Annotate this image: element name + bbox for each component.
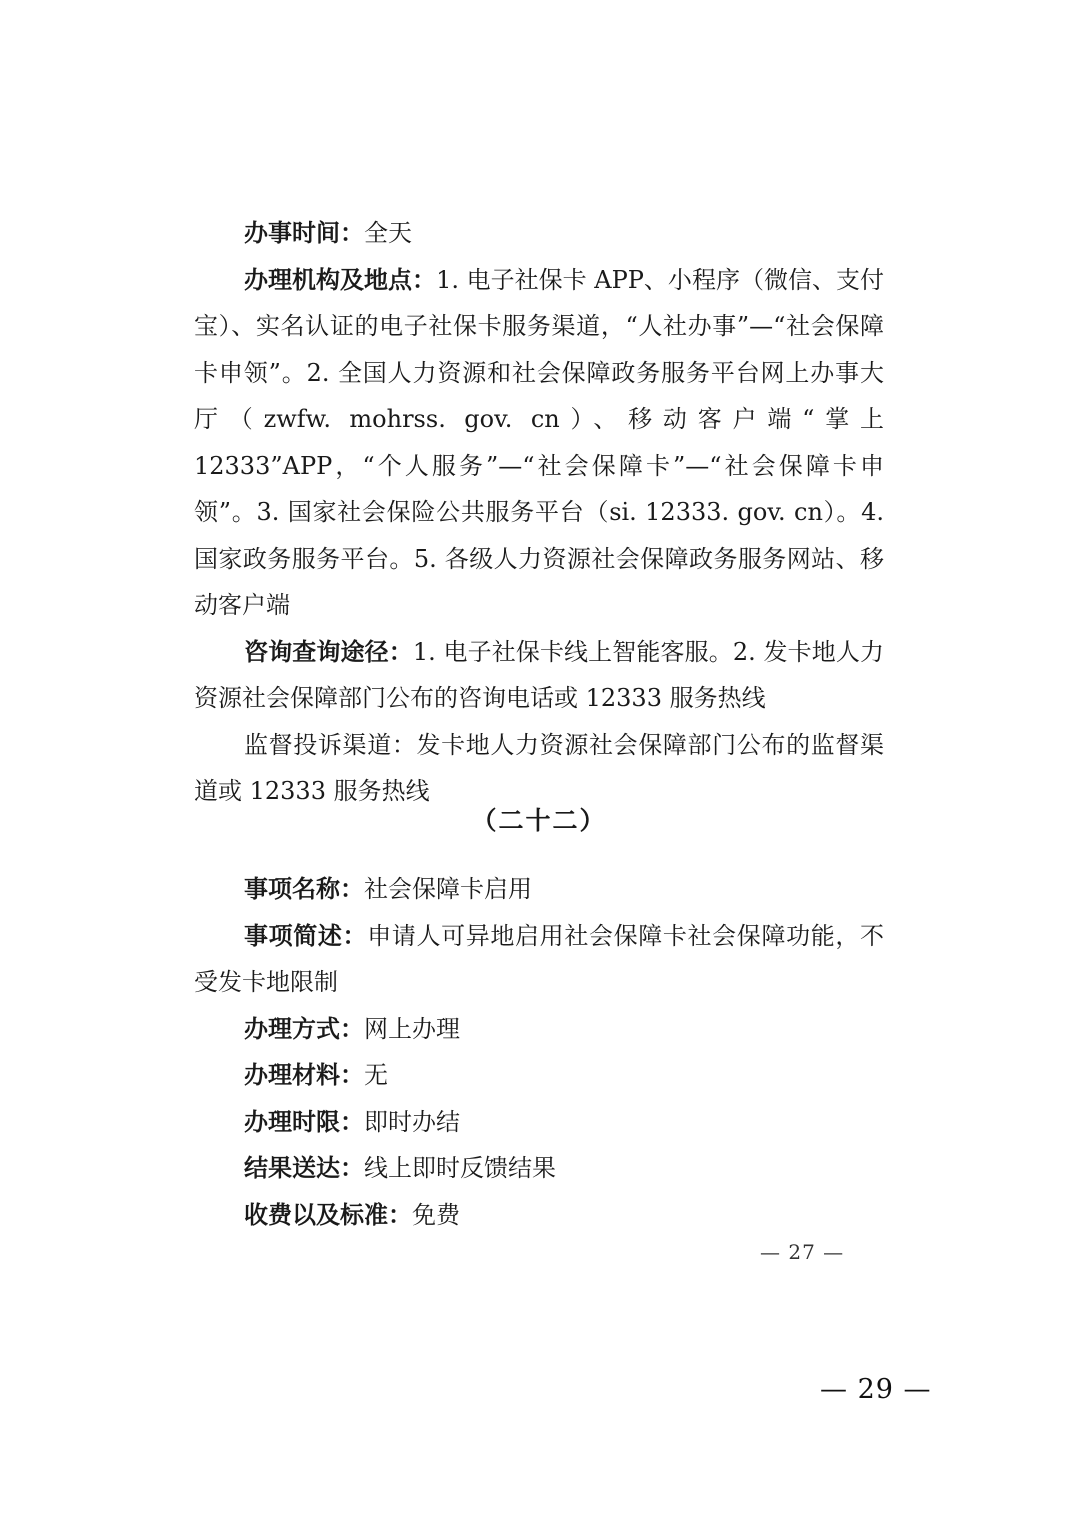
consultation-paragraph: [194, 629, 884, 722]
bottom-section: [194, 866, 884, 1238]
top-section: [194, 210, 884, 815]
supervision-label: 监督投诉渠道：: [244, 730, 417, 759]
result-delivery-value: 线上即时反馈结果: [364, 1154, 556, 1182]
institutions-label: 办理机构及地点：: [244, 265, 437, 294]
office-hours-label: 办事时间：: [244, 219, 364, 247]
supervision-value: 发卡地人力资源社会保障部门公布的监督渠道或 12333 服务热线: [194, 730, 885, 805]
institutions-paragraph: [194, 257, 884, 629]
materials-paragraph: [194, 1052, 884, 1099]
section-heading: （二十二）: [471, 806, 607, 835]
inner-page-number: — 27 —: [760, 1240, 845, 1264]
materials-value: 无: [364, 1061, 388, 1089]
institutions-value: 1. 电子社保卡 APP、小程序（微信、支付宝）、实名认证的电子社保卡服务渠道，“人社办事”—“社会保障卡申领”。2. 全国人力资源和社会保障政务服务平台网上办事大厅（zwfw. mohrss. gov. cn）、移动客户端“掌上 12333”APP，“个人服务”—“社会保障卡”—“社会保障卡申领”。3. 国家社会保险公共服务平台（si. 12333. gov. cn）。4. 国家政务服务平台。5. 各级人力资源社会保障政务服务网站、移动客户端: [194, 265, 885, 619]
item-summary-value: 申请人可异地启用社会保障卡社会保障功能，不受发卡地限制: [194, 921, 885, 996]
handling-method-label: 办理方式：: [244, 1014, 364, 1043]
item-summary-label: 事项简述：: [244, 921, 368, 950]
office-hours-paragraph: [194, 210, 884, 257]
fees-value: 免费: [412, 1200, 460, 1229]
consultation-label: 咨询查询途径：: [244, 637, 413, 666]
office-hours-value: 全天: [364, 219, 412, 247]
time-limit-value: 即时办结: [364, 1107, 460, 1136]
time-limit-label: 办理时限：: [244, 1107, 364, 1136]
handling-method-paragraph: [194, 1006, 884, 1053]
consultation-value: 1. 电子社保卡线上智能客服。2. 发卡地人力资源社会保障部门公布的咨询电话或 12333 服务热线: [194, 637, 884, 712]
time-limit-paragraph: [194, 1099, 884, 1146]
handling-method-value: 网上办理: [364, 1014, 460, 1043]
fees-paragraph: [194, 1192, 884, 1239]
item-name-label: 事项名称：: [244, 875, 364, 903]
fees-label: 收费以及标准：: [244, 1200, 412, 1229]
item-summary-paragraph: [194, 913, 884, 1006]
materials-label: 办理材料：: [244, 1061, 364, 1089]
result-delivery-label: 结果送达：: [244, 1154, 364, 1182]
item-name-paragraph: [194, 866, 884, 913]
outer-page-number: — 29 —: [820, 1374, 932, 1405]
result-delivery-paragraph: [194, 1145, 884, 1192]
item-name-value: 社会保障卡启用: [364, 875, 532, 903]
